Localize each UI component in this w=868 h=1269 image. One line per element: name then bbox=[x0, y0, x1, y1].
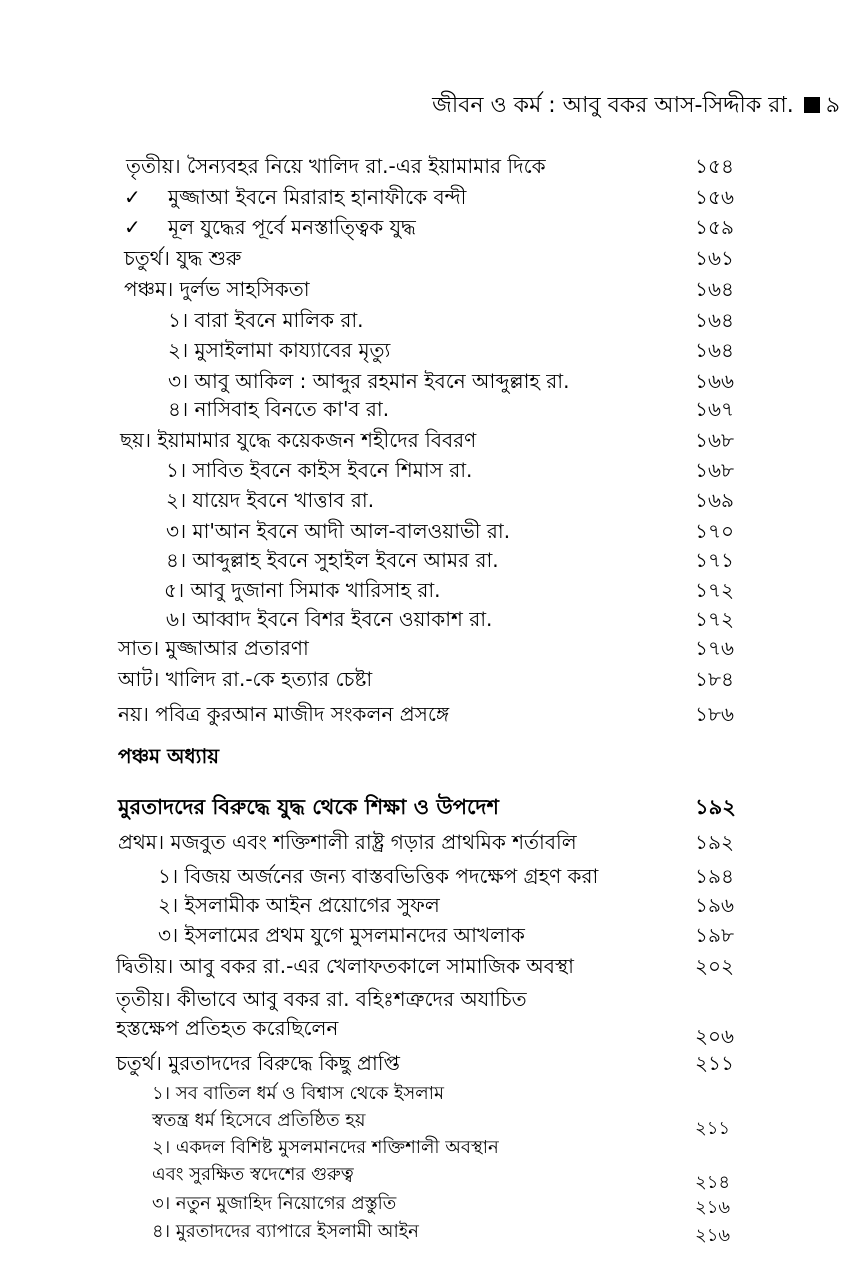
toc-entry-page: ১৬৭ bbox=[695, 397, 734, 421]
toc-entry-page: ১৭২ bbox=[695, 578, 734, 602]
toc-entry-title: ২। মুসাইলামা কায্যাবের মৃত্যু bbox=[168, 338, 391, 362]
toc-entry-title: ১। সাবিত ইবনে কাইস ইবনে শিমাস রা. bbox=[166, 458, 473, 482]
toc-entry-page: ১৯৮ bbox=[695, 923, 734, 947]
toc-entry-title: তৃতীয়। কীভাবে আবু বকর রা. বহিঃশত্রুদের অযাচিত bbox=[116, 987, 527, 1011]
toc-entry-title: ৩। নতুন মুজাহিদ নিয়োগের প্রস্তুতি bbox=[152, 1193, 397, 1214]
toc-entry-page: ১৬৮ bbox=[695, 428, 734, 452]
toc-entry-page: ১৫৪ bbox=[695, 154, 734, 178]
toc-entry-title: ৬। আব্বাদ ইবনে বিশর ইবনে ওয়াকাশ রা. bbox=[166, 607, 493, 631]
chapter-title: পঞ্চম অধ্যায় bbox=[118, 744, 220, 768]
toc-entry-page: ১৬৪ bbox=[695, 308, 734, 332]
toc-entry-title: মুরতাদদের বিরুদ্ধে যুদ্ধ থেকে শিক্ষা ও উপদেশ bbox=[118, 795, 499, 819]
toc-entry-page: ১৬৪ bbox=[695, 277, 734, 301]
toc-entry-title: ১। বিজয় অর্জনের জন্য বাস্তবভিত্তিক পদক্ষেপ গ্রহণ করা bbox=[158, 864, 599, 888]
toc-entry-page: ১৭০ bbox=[695, 519, 734, 543]
toc-entry-page: ১৬৪ bbox=[695, 338, 734, 362]
toc-entry-title: দ্বিতীয়। আবু বকর রা.-এর খেলাফতকালে সামাজিক অবস্থা bbox=[116, 954, 574, 978]
toc-entry-title: ২। ইসলামীক আইন প্রয়োগের সুফল bbox=[158, 893, 440, 917]
page-number: ৯ bbox=[825, 93, 840, 118]
toc-entry-title: এবং সুরক্ষিত স্বদেশের গুরুত্ব bbox=[152, 1164, 354, 1185]
toc-entry-page: ১৬১ bbox=[695, 246, 734, 270]
toc-entry-title: ছয়। ইয়ামামার যুদ্ধে কয়েকজন শহীদের বিবরণ bbox=[120, 428, 477, 452]
toc-entry-page: ২১১ bbox=[695, 1118, 731, 1139]
toc-entry-page: ২১১ bbox=[695, 1051, 734, 1075]
toc-entry-page: ২০৬ bbox=[695, 1024, 735, 1048]
toc-entry-page: ২০২ bbox=[695, 954, 735, 978]
toc-entry-page: ১৮৪ bbox=[695, 667, 734, 691]
toc-entry-page: ১৫৬ bbox=[695, 185, 734, 209]
toc-entry-title: মূল যুদ্ধের পূর্বে মনস্তাত্ত্বিক যুদ্ধ bbox=[168, 215, 416, 239]
checkmark-icon: ✓ bbox=[124, 185, 141, 209]
toc-entry-page: ১৫৯ bbox=[695, 215, 734, 239]
toc-entry-title: হস্তক্ষেপ প্রতিহত করেছিলেন bbox=[116, 1016, 339, 1040]
toc-entry-page: ২১৬ bbox=[695, 1197, 731, 1218]
square-bullet-icon bbox=[804, 97, 820, 113]
toc-entry-title: পঞ্চম। দুর্লভ সাহসিকতা bbox=[124, 277, 310, 301]
toc-entry-page: ১৯২ bbox=[695, 795, 736, 819]
toc-entry-page: ১৯৬ bbox=[695, 893, 734, 917]
toc-entry-title: আট। খালিদ রা.-কে হত্যার চেষ্টা bbox=[118, 667, 373, 691]
toc-entry-title: নয়। পবিত্র কুরআন মাজীদ সংকলন প্রসঙ্গে bbox=[118, 702, 450, 726]
toc-entry-title: ৩। আবু আকিল : আব্দুর রহমান ইবনে আব্দুল্লাহ রা. bbox=[168, 369, 570, 393]
toc-entry-title: ১। বারা ইবনে মালিক রা. bbox=[168, 308, 364, 332]
toc-entry-page: ১৬৯ bbox=[695, 488, 734, 512]
toc-entry-page: ১৮৬ bbox=[695, 702, 734, 726]
toc-entry-page: ১৭২ bbox=[695, 607, 734, 631]
toc-entry-title: ১। সব বাতিল ধর্ম ও বিশ্বাস থেকে ইসলাম bbox=[152, 1083, 444, 1104]
toc-entry-title: ৫। আবু দুজানা সিমাক খারিসাহ রা. bbox=[164, 578, 441, 602]
toc-entry-title: চতুর্থ। যুদ্ধ শুরু bbox=[124, 246, 242, 270]
toc-entry-page: ১৭৬ bbox=[695, 636, 734, 660]
toc-entry-title: ৪। নাসিবাহ বিনতে কা'ব রা. bbox=[168, 397, 390, 421]
toc-entry-title: চতুর্থ। মুরতাদদের বিরুদ্ধে কিছু প্রাপ্তি bbox=[116, 1051, 400, 1075]
toc-entry-page: ১৬৬ bbox=[695, 369, 734, 393]
toc-entry-page: ১৭১ bbox=[695, 548, 734, 572]
toc-entry-page: ১৬৮ bbox=[695, 458, 734, 482]
toc-entry-title: ৩। ইসলামের প্রথম যুগে মুসলমানদের আখলাক bbox=[158, 923, 525, 947]
book-title: জীবন ও কর্ম : আবু বকর আস-সিদ্দীক রা. bbox=[432, 93, 794, 118]
toc-entry-title: সাত। মুজ্জাআর প্রতারণা bbox=[118, 636, 309, 660]
toc-entry-page: ২১৪ bbox=[695, 1172, 731, 1193]
toc-entry-title: ৪। আব্দুল্লাহ ইবনে সুহাইল ইবনে আমর রা. bbox=[166, 548, 499, 572]
toc-entry-title: ২। যায়েদ ইবনে খাত্তাব রা. bbox=[166, 488, 375, 512]
toc-entry-title: মুজ্জাআ ইবনে মিরারাহ হানাফীকে বন্দী bbox=[168, 185, 467, 209]
toc-entry-title: ৪। মুরতাদদের ব্যাপারে ইসলামী আইন bbox=[152, 1221, 419, 1242]
toc-entry-page: ১৯৪ bbox=[695, 864, 734, 888]
running-header bbox=[0, 88, 840, 125]
toc-entry-title: প্রথম। মজবুত এবং শক্তিশালী রাষ্ট্র গড়ার প্রাথমিক শর্তাবলি bbox=[118, 830, 577, 854]
toc-entry-title: তৃতীয়। সৈন্যবহর নিয়ে খালিদ রা.-এর ইয়ামামার দিকে bbox=[126, 154, 546, 178]
checkmark-icon: ✓ bbox=[124, 215, 141, 239]
toc-entry-title: ২। একদল বিশিষ্ট মুসলমানদের শক্তিশালী অবস্থান bbox=[152, 1137, 499, 1158]
toc-entry-page: ১৯২ bbox=[695, 830, 734, 854]
toc-entry-page: ২১৬ bbox=[695, 1225, 731, 1246]
toc-entry-title: স্বতন্ত্র ধর্ম হিসেবে প্রতিষ্ঠিত হয় bbox=[152, 1110, 366, 1131]
toc-entry-title: ৩। মা'আন ইবনে আদী আল-বালওয়াভী রা. bbox=[166, 519, 511, 543]
